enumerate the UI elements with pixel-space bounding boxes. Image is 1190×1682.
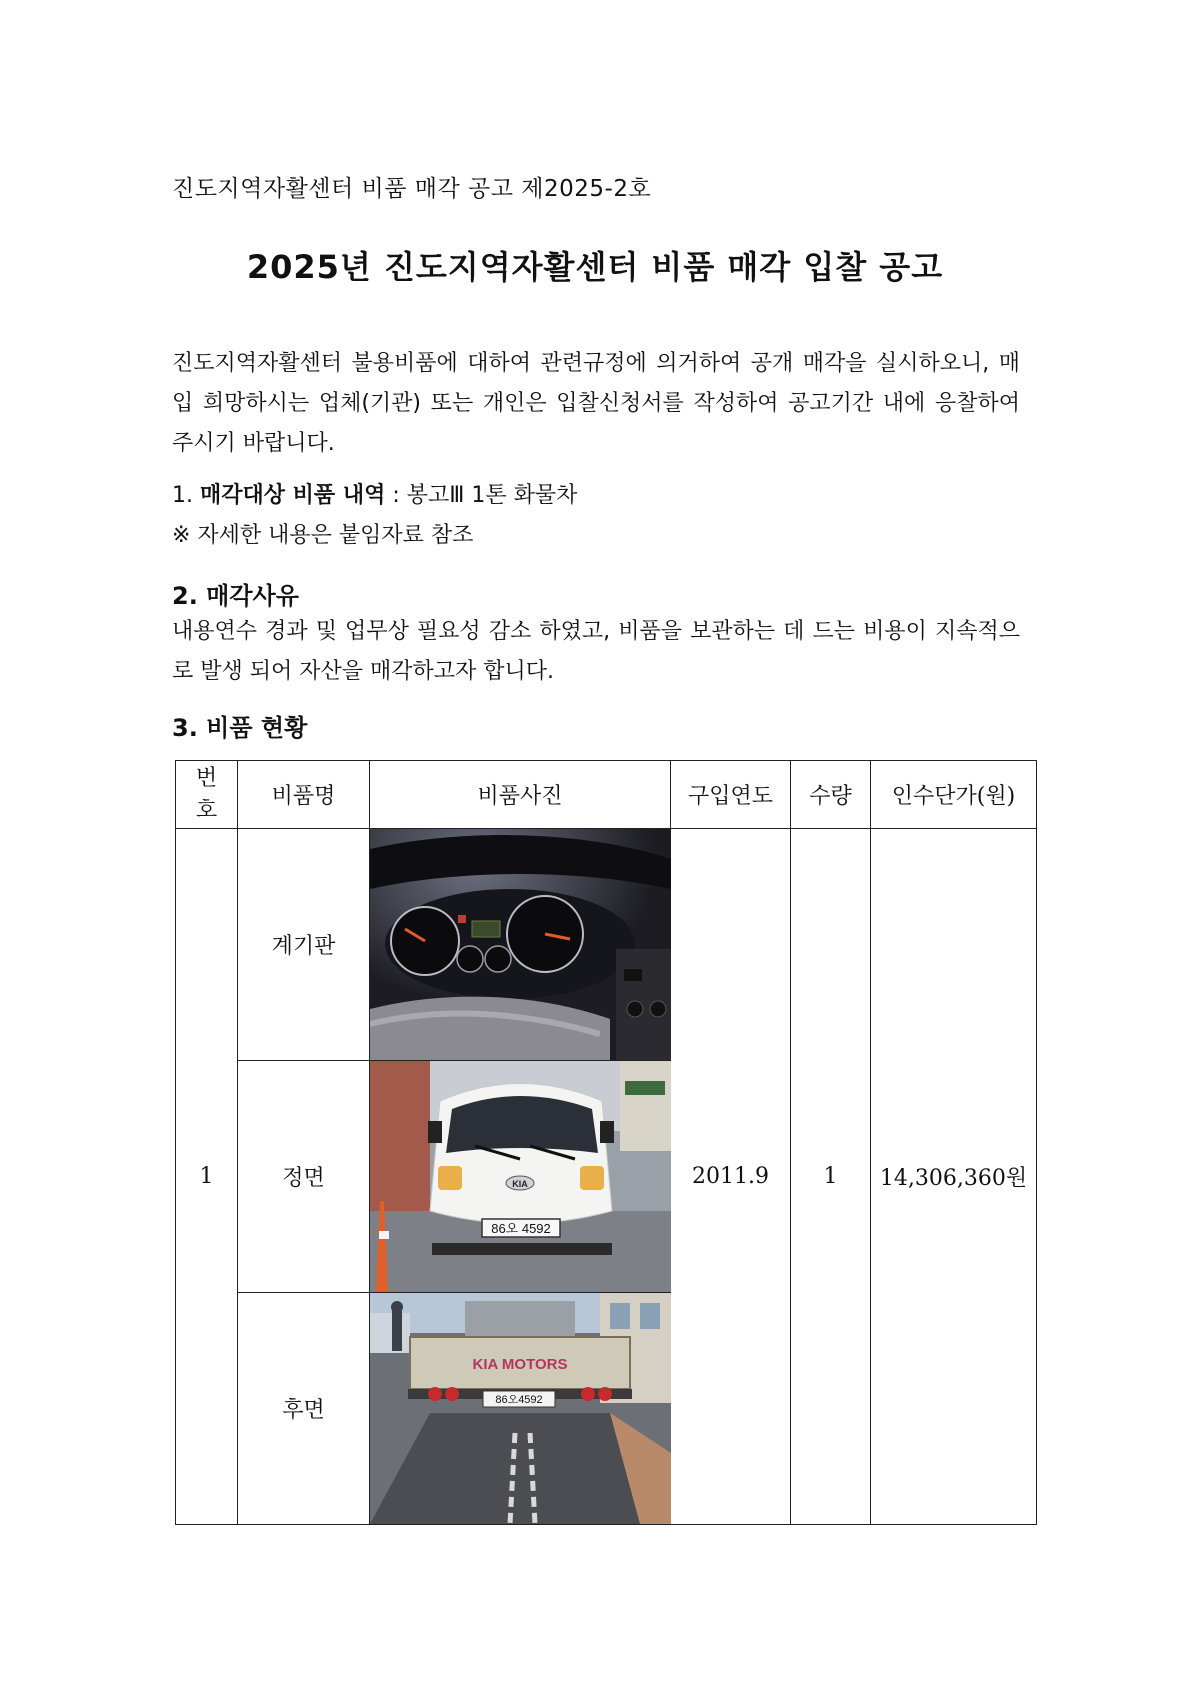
section-1-heading: 매각대상 비품 내역 — [200, 483, 386, 508]
rear-photo-cell — [370, 1293, 671, 1525]
notice-number: 진도지역자활센터 비품 매각 공고 제2025-2호 — [172, 176, 652, 202]
rear-plate-text: 86오4592 — [495, 1394, 543, 1406]
table-header-row — [176, 761, 1037, 829]
header-number-line2: 호 — [195, 797, 218, 823]
rear-photo — [370, 1293, 671, 1524]
section-2-body: 내용연수 경과 및 업무상 필요성 감소 하였고, 비품을 보관하는 데 드는 비용이 지속적으로 발생 되어 자산을 매각하고자 합니다. — [172, 619, 1020, 684]
dashboard-photo-cell — [370, 829, 671, 1061]
header-item-photo: 비품사진 — [370, 761, 671, 829]
front-badge-text: KIA — [512, 1179, 528, 1189]
item-number: 1 — [176, 829, 238, 1525]
table-row — [176, 829, 1037, 1061]
section-1-note: ※ 자세한 내용은 붙임자료 참조 — [172, 523, 474, 548]
tailgate-text: KIA MOTORS — [472, 1356, 568, 1373]
item-quantity: 1 — [791, 829, 871, 1525]
header-number — [176, 761, 238, 829]
item-purchase-year: 2011.9 — [671, 829, 791, 1525]
notice-title: 2025년 진도지역자활센터 비품 매각 입찰 공고 — [246, 248, 944, 286]
item-name-front: 정면 — [238, 1061, 370, 1293]
item-name-dashboard: 계기판 — [238, 829, 370, 1061]
front-photo — [370, 1061, 671, 1292]
item-unit-price: 14,306,360원 — [871, 829, 1037, 1525]
section-3-heading: 3. 비품 현황 — [172, 714, 308, 742]
section-1-number: 1. — [172, 483, 193, 508]
front-plate-text: 86오 4592 — [491, 1221, 551, 1236]
equipment-table — [175, 760, 1037, 1525]
header-item-name: 비품명 — [238, 761, 370, 829]
header-quantity: 수량 — [791, 761, 871, 829]
item-name-rear: 후면 — [238, 1293, 370, 1525]
header-number-line1: 번 — [195, 765, 218, 791]
intro-paragraph: 진도지역자활센터 불용비품에 대하여 관련규정에 의거하여 공개 매각을 실시하오니, 매입 희망하시는 업체(기관) 또는 개인은 입찰신청서를 작성하여 공고기간 내에 응찰하여 주시기 바랍니다. — [172, 351, 1020, 456]
header-unit-price: 인수단가(원) — [871, 761, 1037, 829]
dashboard-photo — [370, 829, 671, 1060]
header-purchase-year: 구입연도 — [671, 761, 791, 829]
section-1-separator: : — [385, 483, 407, 508]
section-2-heading: 2. 매각사유 — [172, 582, 299, 610]
section-1-value: 봉고Ⅲ 1톤 화물차 — [406, 483, 578, 508]
section-1 — [172, 478, 577, 509]
front-photo-cell — [370, 1061, 671, 1293]
